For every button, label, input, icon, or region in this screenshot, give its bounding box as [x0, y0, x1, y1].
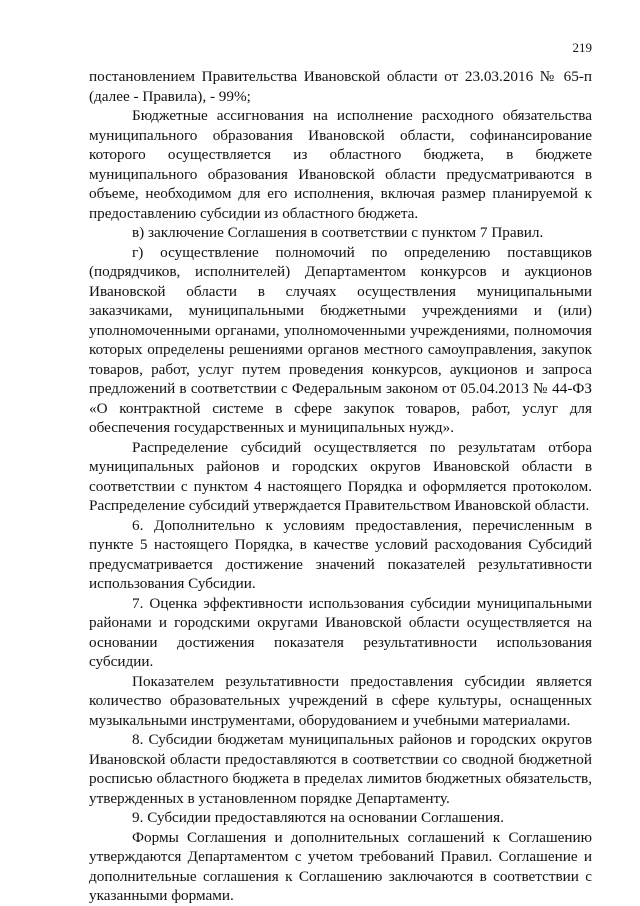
paragraph: постановлением Правительства Ивановской области от 23.03.2016 № 65-п (далее - Правила), - 99%; [89, 68, 592, 105]
paragraph: 9. Субсидии предоставляются на основании Соглашения. [132, 809, 504, 826]
paragraph: Показателем результативности предоставления субсидии является количество образовательных учреждений в сфере культуры, оснащенных музыкальными инструментами, оборудованием и учебными материалами. [89, 672, 592, 729]
paragraph: 8. Субсидии бюджетам муниципальных районов и городских округов Ивановской области предоставляются в соответствии со сводной бюджетной росписью областного бюджета в пределах лимитов бюджетных обязательств, утвержденных в установленном порядке Департаменту. [89, 731, 592, 807]
paragraph: 6. Дополнительно к условиям предоставления, перечисленным в пункте 5 настоящего Порядка, в качестве условий расходования Субсидий предусматривается достижение значений показателей результативности использования Субсидии. [89, 516, 592, 592]
paragraph: Бюджетные ассигнования на исполнение расходного обязательства муниципального образования Ивановской области, софинансирование которого осуществляется из областного бюджета, в бюджете муниципального образования Ивановской области предусматриваются в объеме, необходимом для его исполнения, включая размер планируемой к предоставлению субсидии из областного бюджета. [89, 107, 592, 222]
paragraph: Формы Соглашения и дополнительных соглашений к Соглашению утверждаются Департаментом с учетом требований Правил. Соглашение и дополнительные соглашения к Соглашению заключаются в соответствии с указанными формами. [89, 828, 592, 904]
paragraph: в) заключение Соглашения в соответствии с пунктом 7 Правил. [132, 224, 544, 241]
page-number: 219 [572, 40, 592, 55]
paragraph: 7. Оценка эффективности использования субсидии муниципальными районами и городскими округами Ивановской области осуществляется на основании достижения показателя результативности использования субсидии. [89, 594, 592, 670]
document-body [89, 67, 592, 906]
paragraph: г) осуществление полномочий по определению поставщиков (подрядчиков, исполнителей) Департаментом конкурсов и аукционов Ивановской области в случаях осуществления муниципальными заказчиками, муниципальными бюджетными учреждениями и (или) уполномоченными органами, уполномоченными учреждениями, полномочия которых определены решениями органов местного самоуправления, закупок товаров, работ, услуг путем проведения конкурсов, аукционов и запроса предложений в соответствии с Федеральным законом от 05.04.2013 № 44-ФЗ «О контрактной системе в сфере закупок товаров, работ, услуг для обеспечения государственных и муниципальных нужд». [89, 243, 592, 436]
paragraph: Распределение субсидий осуществляется по результатам отбора муниципальных районов и городских округов Ивановской области в соответствии с пунктом 4 настоящего Порядка и оформляется протоколом. Распределение субсидий утверждается Правительством Ивановской области. [89, 438, 592, 514]
